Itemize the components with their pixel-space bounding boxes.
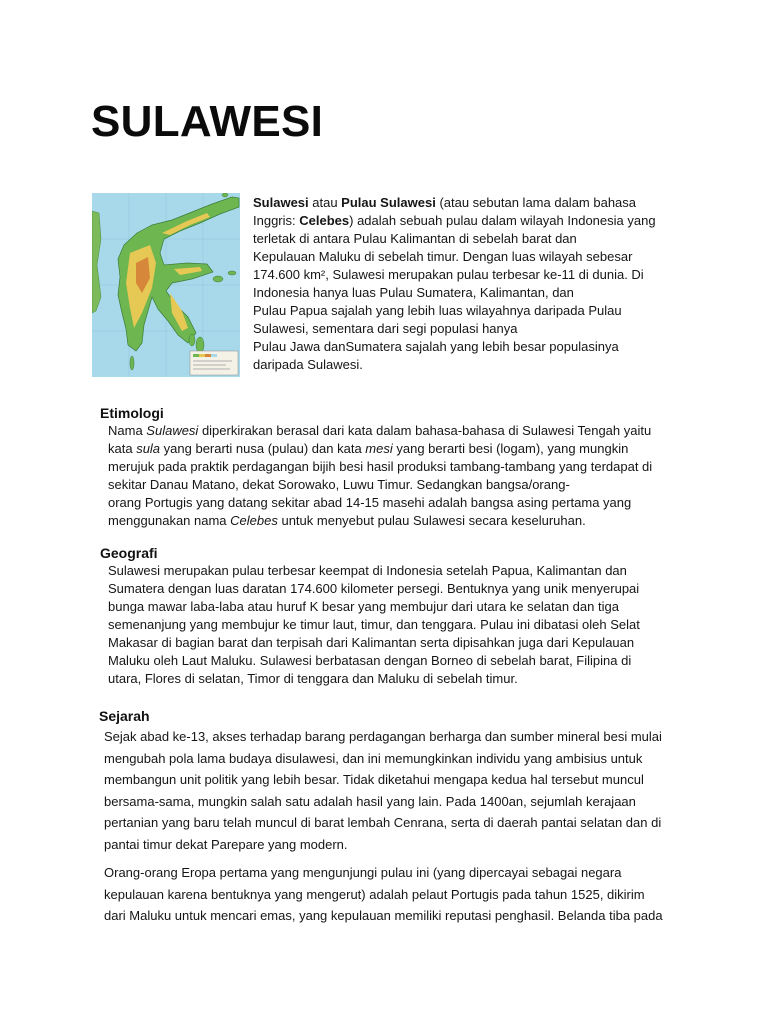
text-line [108,616,640,634]
text-run: Kepulauan Maluku di sebelah timur. Dengan luas wilayah sebesar [253,249,633,264]
text-line [253,338,656,356]
text-run: dari Maluku untuk mencari emas, yang kepulauan memiliki reputasi penghasil. Belanda tiba pada [104,908,663,924]
text-run: Makasar di bagian barat dan terpisah dari Kalimantan serta dipisahkan juga dari Kepulauan [108,635,635,650]
bold-text: Celebes [299,213,350,228]
text-line [108,670,640,688]
text-line [104,726,662,748]
text-line [253,284,656,302]
text-line [104,791,662,813]
text-line [108,476,652,494]
text-run: Maluku oleh Laut Maluku. Sulawesi berbatasan dengan Borneo di sebelah barat, Filipina di [108,653,632,668]
text-run: bersama-sama, mungkin salah satu adalah hasil yang lain. Pada 1400an, sejumlah kerajaan [104,793,636,809]
text-run: bunga mawar laba-laba atau huruf K besar yang membujur dari utara ke selatan dan tiga [108,599,619,614]
text-line [104,834,662,856]
text-line [104,884,663,906]
text-run: pantai timur dekat Parepare yang modern. [104,836,348,852]
text-run: diperkirakan berasal dari kata dalam bahasa-bahasa di Sulawesi Tengah yaitu [198,423,652,438]
text-run: merujuk pada praktik perdagangan bijih besi hasil produksi tambang-tambang yang terdapat di [108,459,653,474]
text-run: daripada Sulawesi. [253,357,363,372]
text-line [108,422,652,440]
section-heading-geografi: Geografi [100,545,158,561]
text-run: Sumatera dengan luas daratan 174.600 kilometer persegi. Bentuknya yang unik menyerupai [108,581,640,596]
text-run: (atau sebutan lama dalam bahasa [435,195,637,210]
text-run: Nama [108,423,147,438]
text-line [104,769,662,791]
text-line [108,652,640,670]
geografi-paragraph [108,562,640,688]
text-run: yang berarti besi (logam), yang mungkin [392,441,629,456]
text-line [253,212,656,230]
section-heading-sejarah: Sejarah [99,708,150,724]
text-run: yang berarti nusa (pulau) dan kata [160,441,366,456]
italic-text: sula [136,441,161,456]
intro-paragraph [253,194,656,374]
text-run: Sejak abad ke-13, akses terhadap barang perdagangan berharga dan sumber mineral besi mulai [104,729,662,744]
italic-text: Sulawesi [146,423,199,438]
text-line [253,230,656,248]
bold-text: Pulau Sulawesi [341,195,436,210]
text-run: ) adalah sebuah pulau dalam wilayah Indonesia yang [349,213,656,228]
text-run: untuk menyebut pulau Sulawesi secara keseluruhan. [277,513,586,528]
text-run: Inggris: [253,213,300,228]
text-run: 174.600 km², Sulawesi merupakan pulau terbesar ke-11 di dunia. Di [253,267,644,282]
text-run: Orang-orang Eropa pertama yang mengunjungi pulau ini (yang dipercayai sebagai negara [104,865,622,880]
text-line [104,748,662,770]
italic-text: mesi [365,441,393,456]
text-line [108,494,652,512]
page-title: SULAWESI [91,97,324,146]
bold-text: Sulawesi [253,195,309,210]
text-line [108,562,640,580]
map-legend [190,351,238,375]
italic-text: Celebes [230,513,278,528]
text-run: orang Portugis yang datang sekitar abad 14-15 masehi adalah bangsa asing pertama yang [108,495,632,510]
text-line [108,580,640,598]
text-line [253,266,656,284]
text-run: mengubah pola lama budaya disulawesi, dan ini memungkinkan individu yang ambisius untuk [104,750,643,766]
text-line [104,812,662,834]
text-run: sekitar Danau Matano, dekat Sorowako, Luwu Timur. Sedangkan bangsa/orang- [108,477,570,492]
text-line [108,440,652,458]
text-run: Pulau Jawa danSumatera sajalah yang lebih besar populasinya [253,339,619,354]
text-line [253,194,656,212]
text-line [253,248,656,266]
section-heading-etimologi: Etimologi [100,405,164,421]
text-run: semenanjung yang membujur ke timur laut, timur, dan tenggara. Pulau ini dibatasi oleh Selat [108,617,640,632]
text-line [253,320,656,338]
text-run: Sulawesi, sementara dari segi populasi hanya [253,321,518,336]
text-run: kata [108,441,137,456]
text-line [253,356,656,374]
text-run: atau [308,195,342,210]
text-run: Indonesia hanya luas Pulau Sumatera, Kalimantan, dan [253,285,574,300]
text-run: kepulauan karena bentuknya yang mengerut) adalah pelaut Portugis pada tahun 1525, dikirim [104,886,645,902]
text-run: terletak di antara Pulau Kalimantan di sebelah barat dan [253,231,577,246]
text-line [108,512,652,530]
text-run: utara, Flores di selatan, Timor di tenggara dan Maluku di sebelah timur. [108,671,518,686]
text-run: menggunakan nama [108,513,231,528]
text-line [108,634,640,652]
text-line [104,862,663,884]
sejarah-paragraph-2 [104,862,663,927]
etimologi-paragraph [108,422,652,530]
text-line [108,598,640,616]
text-run: Sulawesi merupakan pulau terbesar keempat di Indonesia setelah Papua, Kalimantan dan [108,563,627,578]
sulawesi-map-image [92,193,240,377]
sejarah-paragraph-1 [104,726,662,856]
text-line [253,302,656,320]
text-run: Pulau Papua sajalah yang lebih luas wilayahnya daripada Pulau [253,303,622,318]
text-line [104,905,663,927]
text-run: membangun unit politik yang lebih besar. Tidak diketahui mengapa kedua hal tersebut muncul [104,772,644,788]
text-line [108,458,652,476]
text-run: pertanian yang baru telah muncul di barat lembah Cenrana, serta di daerah pantai selatan dan di [104,815,662,831]
